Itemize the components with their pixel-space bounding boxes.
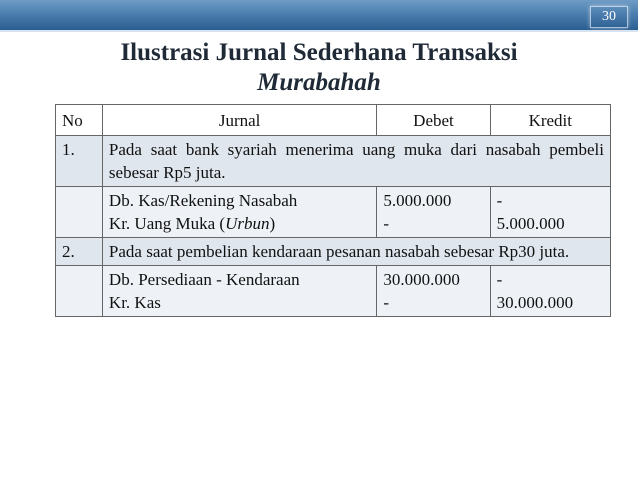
debit-account: Db. Persediaan - Kendaraan	[108, 270, 300, 289]
top-banner	[0, 0, 638, 30]
kredit-value: -	[496, 270, 503, 289]
debet-value: 30.000.000	[383, 270, 460, 289]
table-row	[56, 266, 611, 317]
debet-value: 5.000.000	[383, 191, 452, 210]
kredit-value: 30.000.000	[496, 293, 574, 312]
title-line-1: Ilustrasi Jurnal Sederhana Transaksi	[120, 39, 518, 66]
table-row	[56, 187, 611, 238]
header-kredit: Kredit	[490, 105, 610, 136]
transaction-description: Pada saat bank syariah menerima uang muka dari nasabah pembeli sebesar Rp5 juta.	[102, 136, 610, 187]
debit-account: Db. Kas/Rekening Nasabah	[108, 191, 298, 210]
page-number: 30	[590, 6, 628, 28]
transaction-description: Pada saat pembelian kendaraan pesanan nasabah sebesar Rp30 juta.	[102, 238, 610, 266]
credit-account: Kr. Uang Muka (Urbun)	[108, 214, 276, 233]
debet-value: -	[383, 214, 390, 233]
row-number: 2.	[56, 238, 103, 266]
table-header-row	[56, 105, 611, 136]
journal-accounts	[102, 266, 376, 317]
journal-accounts	[102, 187, 376, 238]
banner-stripe	[0, 30, 638, 32]
header-no: No	[56, 105, 103, 136]
kredit-value: -	[496, 191, 503, 210]
slide-title	[0, 38, 638, 98]
kredit-values	[490, 266, 610, 317]
table-row	[56, 238, 611, 266]
journal-table	[55, 104, 611, 317]
table-row	[56, 136, 611, 187]
kredit-value: 5.000.000	[496, 214, 565, 233]
debet-value: -	[383, 293, 390, 312]
row-number: 1.	[56, 136, 103, 187]
debet-values	[377, 187, 490, 238]
empty-cell	[56, 187, 103, 238]
credit-account: Kr. Kas	[108, 293, 161, 312]
header-debet: Debet	[377, 105, 490, 136]
header-jurnal: Jurnal	[102, 105, 376, 136]
debet-values	[377, 266, 490, 317]
kredit-values	[490, 187, 610, 238]
title-line-2: Murabahah	[257, 69, 381, 96]
empty-cell	[56, 266, 103, 317]
